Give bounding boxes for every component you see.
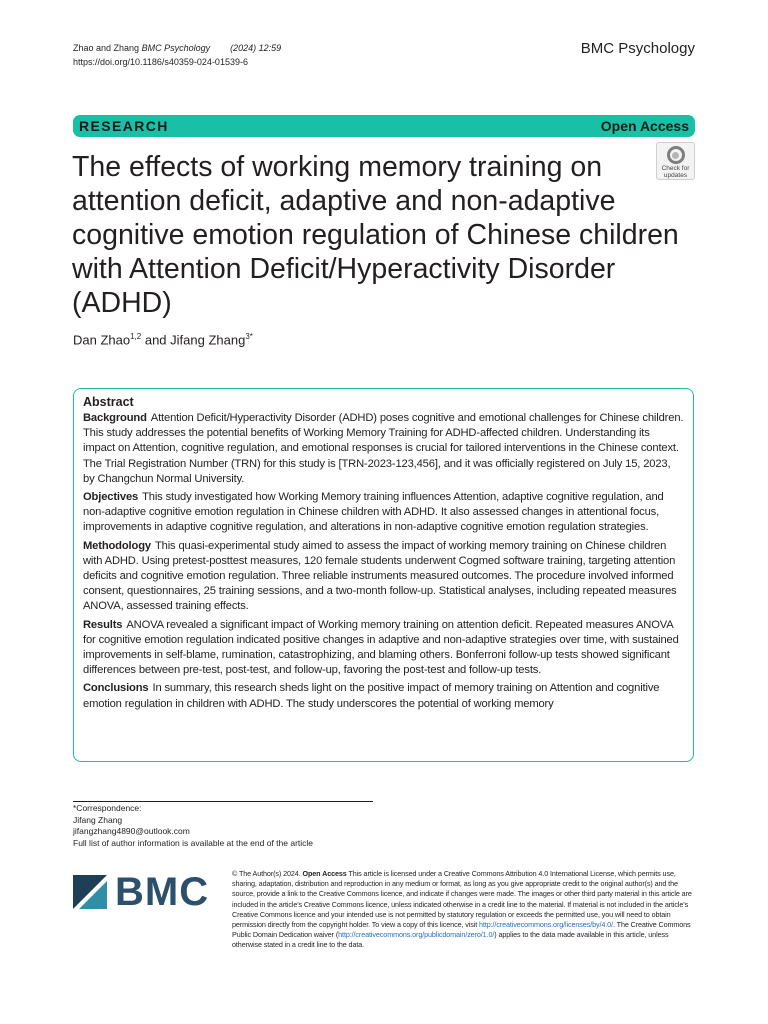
author-affiliation: 1,2 (130, 332, 142, 341)
section-label: Results (83, 618, 123, 631)
header-authors: Zhao and Zhang (73, 43, 140, 53)
author-name[interactable]: Jifang Zhang (170, 332, 246, 348)
public-domain-link[interactable]: http://creativecommons.org/publicdomain/zero/1.0/ (338, 930, 495, 940)
citation-line (73, 41, 281, 55)
open-access-label: Open Access (600, 118, 689, 134)
section-text: Attention Deficit/Hyperactivity Disorder (ADHD) poses cognitive and emotional challenges for Chinese children. This study addresses the potential benefits of Working Memory Training for ADHD-affected children. Understanding its impact on Attention, cognitive regulation, and emotional responses is crucial for tailored interventions in the Chinese context. The Trial Registration Number (TRN) for this study is [TRN-2023-123,456], and it was officially registered on July 15, 2023, by Changchun Normal University. (83, 412, 684, 485)
license-body: This article is licensed under a Creative Commons Attribution 4.0 International License, which permits use, sharing, adaptation, distribution and reproduction in any medium or format, as long as you give appropriate credit to the original author(s) and the source, provide a link to the Creative Commons licence, and indicate if changes were made. The images or other third party material in this article are included in the article's Creative Commons licence, unless indicated otherwise in a credit line to the material. If material is not included in the article's Creative Commons licence and your intended use is not permitted by statutory regulation or exceeds the permitted use, you will need to obtain permission directly from the copyright holder. To view a copy of this licence, visit (232, 869, 692, 930)
article-type-label: RESEARCH (79, 118, 169, 134)
footnote-divider (73, 801, 373, 802)
correspondence-label: *Correspondence: (73, 803, 142, 813)
article-title: The effects of working memory training on attention deficit, adaptive and non-adaptive cognitive emotion regulation of Chinese children with Attention Deficit/Hyperactivity Disorder (ADHD) (72, 151, 679, 319)
abstract-objectives (83, 490, 684, 536)
correspondence-email[interactable]: jifangzhang4890@outlook.com (73, 826, 190, 836)
author-conjunction: and (144, 332, 167, 348)
doi-link[interactable]: https://doi.org/10.1186/s40359-024-01539-6 (73, 57, 248, 67)
abstract-methodology (83, 539, 684, 615)
correspondence-footnote (73, 803, 313, 849)
license-link[interactable]: http://creativecommons.org/licenses/by/4.0/ (479, 920, 613, 930)
abstract-heading: Abstract (83, 395, 134, 409)
open-access-note: Open Access (302, 869, 347, 878)
abstract-background (83, 411, 684, 487)
copyright-notice: © The Author(s) 2024. (232, 869, 301, 878)
header-journal: BMC Psychology (141, 43, 211, 53)
publisher-logo (73, 872, 213, 912)
header-issue: (2024) 12:59 (230, 43, 282, 53)
license-body-2: . The Creative Commons Public Domain Dedication waiver ( (232, 920, 691, 940)
check-for-updates-label: Check for updates (661, 165, 690, 179)
section-label: Methodology (83, 539, 151, 552)
running-header (73, 41, 281, 69)
author-affiliation: 3* (245, 332, 253, 341)
author-name[interactable]: Dan Zhao (73, 332, 131, 348)
license-body-3: ) applies to the data made available in this article, unless otherwise stated in a credit line to the data. (232, 930, 669, 950)
bmc-logo-text: BMC (115, 870, 210, 914)
author-list (73, 332, 253, 347)
section-text: In summary, this research sheds light on the positive impact of memory training on Attention and cognitive emotion regulation in children with ADHD. The study underscores the potential of working memory (83, 682, 660, 710)
abstract-box (73, 388, 694, 762)
bmc-logo-icon (73, 875, 107, 909)
article-banner (73, 115, 695, 137)
abstract-results (83, 618, 684, 679)
license-text (232, 869, 695, 951)
author-info-note: Full list of author information is available at the end of the article (73, 837, 314, 848)
abstract-conclusions (83, 681, 684, 711)
section-label: Conclusions (83, 682, 149, 695)
journal-name: BMC Psychology (580, 40, 695, 57)
section-label: Objectives (83, 491, 139, 504)
correspondence-name: Jifang Zhang (73, 814, 123, 825)
section-text: ANOVA revealed a significant impact of Working memory training on attention deficit. Repeated measures ANOVA for cognitive emotion regulation indicated positive changes in adaptive and non-adaptive strategies over time, with sustained improvements in self-blame, rumination, catastrophizing, and blaming others. Bonferroni follow-up tests showed significant differences between pre-test, post-test, and follow-up, favoring the post-test and follow-up tests. (83, 618, 679, 677)
section-text: This quasi-experimental study aimed to assess the impact of working memory training on Chinese children with ADHD. Using pretest-posttest measures, 120 female students underwent Cogmed software training, targeting attention deficits and cognitive emotion regulation. Three reliable instruments measured outcomes. The procedure involved informed consent, questionnaires, 25 training sessions, and a two-month follow-up. Statistical analyses, including repeated measures ANOVA, assessed training effects. (83, 539, 677, 613)
section-text: This study investigated how Working Memory training influences Attention, adaptive cognitive regulation, and non-adaptive cognitive emotion regulation in Chinese children with ADHD. It also assessed changes in attentional focus, improvements in adaptive cognitive regulation, and alterations in non-adaptive cognitive emotion regulation strategies. (83, 491, 664, 534)
section-label: Background (83, 412, 147, 424)
